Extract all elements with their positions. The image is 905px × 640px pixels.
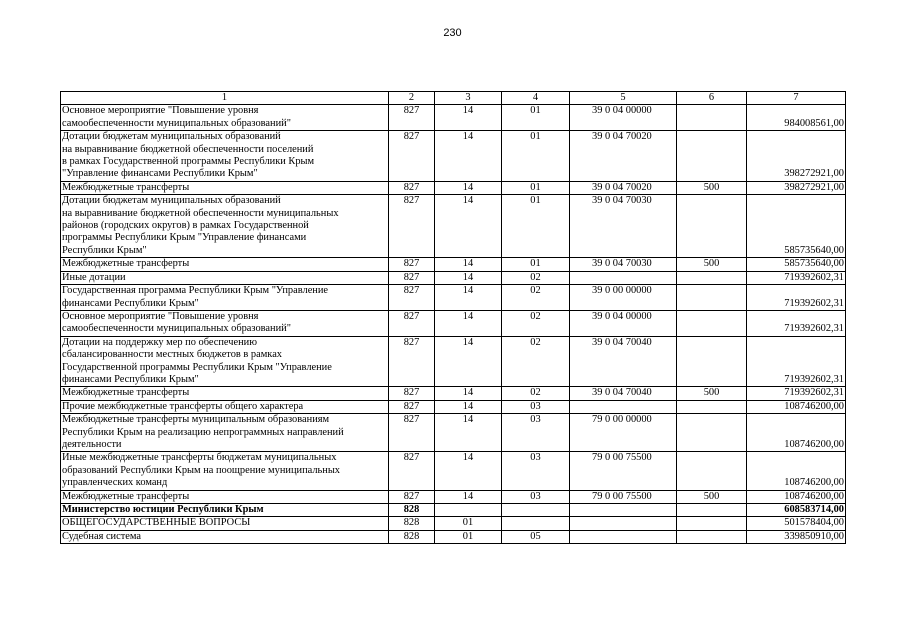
cell-section-code: 14	[435, 271, 502, 284]
cell-amount: 108746200,00	[747, 400, 846, 413]
cell-section-code: 14	[435, 452, 502, 490]
table-row	[61, 285, 846, 311]
cell-amount: 719392602,31	[747, 285, 846, 311]
cell-target-code: 39 0 04 70020	[570, 181, 677, 194]
cell-expense-type-code	[677, 517, 747, 530]
row-name-line: Судебная система	[62, 530, 141, 542]
row-name-line: Государственной программы Республики Крым "Управление	[62, 361, 332, 373]
table-row	[61, 414, 846, 452]
cell-expense-type-code	[677, 285, 747, 311]
cell-amount: 339850910,00	[747, 530, 846, 543]
cell-gr-code: 827	[389, 271, 435, 284]
cell-amount: 984008561,00	[747, 105, 846, 131]
row-name-line: в рамках Государственной программы Республики Крым	[62, 156, 315, 168]
row-name	[61, 452, 389, 490]
cell-subsection-code: 01	[502, 105, 570, 131]
table-row	[61, 258, 846, 271]
table-row	[61, 181, 846, 194]
row-name	[61, 181, 389, 194]
cell-subsection-code: 03	[502, 400, 570, 413]
row-name-line: Государственная программа Республики Крым "Управление	[62, 285, 329, 297]
cell-target-code: 39 0 04 00000	[570, 310, 677, 336]
row-name	[61, 131, 389, 182]
cell-amount: 585735640,00	[747, 195, 846, 258]
row-name-line: Республики Крым на реализацию непрограммных направлений	[62, 426, 344, 438]
cell-target-code	[570, 271, 677, 284]
table-row	[61, 310, 846, 336]
row-name	[61, 400, 389, 413]
cell-section-code: 01	[435, 530, 502, 543]
cell-section-code: 14	[435, 387, 502, 400]
header-cell: 6	[677, 92, 747, 105]
cell-target-code: 79 0 00 75500	[570, 452, 677, 490]
row-name	[61, 530, 389, 543]
cell-target-code: 39 0 04 00000	[570, 105, 677, 131]
cell-target-code: 39 0 04 70030	[570, 195, 677, 258]
table-row	[61, 387, 846, 400]
table-row	[61, 105, 846, 131]
row-name	[61, 310, 389, 336]
header-row	[61, 92, 846, 105]
cell-section-code: 14	[435, 336, 502, 387]
cell-target-code	[570, 530, 677, 543]
row-name	[61, 517, 389, 530]
cell-expense-type-code	[677, 271, 747, 284]
cell-subsection-code: 01	[502, 181, 570, 194]
cell-target-code: 39 0 04 70020	[570, 131, 677, 182]
cell-section-code: 14	[435, 195, 502, 258]
row-name	[61, 195, 389, 258]
cell-gr-code: 827	[389, 181, 435, 194]
row-name-line: самообеспеченности муниципальных образований"	[62, 323, 291, 335]
row-name-line: Основное мероприятие "Повышение уровня	[62, 105, 259, 117]
table-row	[61, 504, 846, 517]
row-name-line: программы Республики Крым "Управление финансами	[62, 232, 307, 244]
cell-amount: 719392602,31	[747, 387, 846, 400]
cell-subsection-code: 01	[502, 258, 570, 271]
cell-expense-type-code: 500	[677, 387, 747, 400]
cell-subsection-code	[502, 517, 570, 530]
cell-section-code: 01	[435, 517, 502, 530]
cell-subsection-code: 02	[502, 310, 570, 336]
row-name	[61, 285, 389, 311]
cell-gr-code: 827	[389, 310, 435, 336]
row-name-line: Межбюджетные трансферты	[62, 258, 190, 270]
cell-gr-code: 827	[389, 400, 435, 413]
row-name-line: Межбюджетные трансферты	[62, 490, 190, 502]
cell-amount: 108746200,00	[747, 414, 846, 452]
cell-subsection-code: 02	[502, 271, 570, 284]
cell-target-code: 39 0 04 70030	[570, 258, 677, 271]
cell-section-code: 14	[435, 414, 502, 452]
row-name-line: Основное мероприятие "Повышение уровня	[62, 310, 259, 322]
cell-subsection-code: 01	[502, 195, 570, 258]
row-name-line: деятельности	[62, 438, 122, 450]
row-name-line: Иные дотации	[62, 271, 126, 283]
row-name-line: Министерство юстиции Республики Крым	[62, 504, 264, 515]
cell-expense-type-code: 500	[677, 258, 747, 271]
cell-section-code	[435, 504, 502, 517]
cell-amount: 501578404,00	[747, 517, 846, 530]
cell-section-code: 14	[435, 285, 502, 311]
cell-amount: 108746200,00	[747, 452, 846, 490]
cell-section-code: 14	[435, 258, 502, 271]
row-name	[61, 105, 389, 131]
cell-subsection-code	[502, 504, 570, 517]
cell-expense-type-code	[677, 452, 747, 490]
table-row	[61, 336, 846, 387]
cell-gr-code: 827	[389, 258, 435, 271]
row-name-line: Республики Крым"	[62, 244, 147, 256]
cell-target-code: 39 0 04 70040	[570, 336, 677, 387]
row-name-line: Межбюджетные трансферты муниципальным образованиям	[62, 414, 330, 426]
cell-subsection-code: 01	[502, 131, 570, 182]
cell-gr-code: 828	[389, 517, 435, 530]
cell-subsection-code: 03	[502, 414, 570, 452]
cell-section-code: 14	[435, 181, 502, 194]
row-name-line: на выравнивание бюджетной обеспеченности муниципальных	[62, 207, 339, 219]
table-row	[61, 452, 846, 490]
cell-gr-code: 827	[389, 131, 435, 182]
row-name-line: финансами Республики Крым"	[62, 297, 199, 309]
cell-section-code: 14	[435, 490, 502, 503]
cell-target-code	[570, 400, 677, 413]
cell-amount: 585735640,00	[747, 258, 846, 271]
cell-gr-code: 827	[389, 452, 435, 490]
row-name-line: Дотации бюджетам муниципальных образований	[62, 131, 281, 143]
cell-gr-code: 828	[389, 530, 435, 543]
header-cell: 2	[389, 92, 435, 105]
row-name-line: образований Республики Крым на поощрение муниципальных	[62, 464, 340, 476]
cell-target-code	[570, 517, 677, 530]
row-name-line: финансами Республики Крым"	[62, 373, 199, 385]
row-name	[61, 258, 389, 271]
row-name	[61, 387, 389, 400]
cell-target-code	[570, 504, 677, 517]
cell-target-code: 39 0 00 00000	[570, 285, 677, 311]
cell-subsection-code: 05	[502, 530, 570, 543]
table-row	[61, 195, 846, 258]
header-cell: 4	[502, 92, 570, 105]
cell-target-code: 39 0 04 70040	[570, 387, 677, 400]
table-row	[61, 517, 846, 530]
row-name-line: "Управление финансами Республики Крым"	[62, 168, 258, 180]
cell-expense-type-code	[677, 105, 747, 131]
header-cell: 7	[747, 92, 846, 105]
header-cell: 3	[435, 92, 502, 105]
cell-gr-code: 827	[389, 285, 435, 311]
row-name-line: на выравнивание бюджетной обеспеченности поселений	[62, 143, 314, 155]
row-name-line: Иные межбюджетные трансферты бюджетам муниципальных	[62, 452, 337, 464]
cell-expense-type-code	[677, 336, 747, 387]
cell-gr-code: 827	[389, 490, 435, 503]
budget-table-body	[61, 92, 846, 544]
table-row	[61, 530, 846, 543]
cell-section-code: 14	[435, 131, 502, 182]
cell-amount: 608583714,00	[747, 504, 846, 517]
cell-amount: 398272921,00	[747, 181, 846, 194]
row-name-line: самообеспеченности муниципальных образований"	[62, 117, 291, 129]
cell-expense-type-code	[677, 131, 747, 182]
cell-section-code: 14	[435, 310, 502, 336]
cell-gr-code: 827	[389, 336, 435, 387]
row-name	[61, 271, 389, 284]
cell-subsection-code: 02	[502, 336, 570, 387]
cell-gr-code: 827	[389, 387, 435, 400]
cell-expense-type-code	[677, 400, 747, 413]
cell-target-code: 79 0 00 75500	[570, 490, 677, 503]
cell-expense-type-code: 500	[677, 181, 747, 194]
cell-expense-type-code	[677, 414, 747, 452]
row-name-line: Дотации бюджетам муниципальных образований	[62, 195, 281, 207]
row-name-line: районов (городских округов) в рамках Государственной	[62, 220, 309, 232]
cell-section-code: 14	[435, 400, 502, 413]
row-name	[61, 336, 389, 387]
cell-amount: 719392602,31	[747, 271, 846, 284]
row-name-line: Межбюджетные трансферты	[62, 181, 190, 193]
page-number: 230	[443, 27, 462, 39]
cell-amount: 719392602,31	[747, 310, 846, 336]
cell-expense-type-code	[677, 504, 747, 517]
row-name	[61, 490, 389, 503]
cell-expense-type-code	[677, 195, 747, 258]
header-cell: 5	[570, 92, 677, 105]
row-name-line: управленческих команд	[62, 477, 168, 489]
table-row	[61, 490, 846, 503]
cell-target-code: 79 0 00 00000	[570, 414, 677, 452]
table-row	[61, 131, 846, 182]
row-name-line: сбалансированности местных бюджетов в рамках	[62, 349, 282, 361]
budget-table	[60, 91, 846, 544]
cell-expense-type-code	[677, 310, 747, 336]
cell-amount: 108746200,00	[747, 490, 846, 503]
cell-expense-type-code: 500	[677, 490, 747, 503]
cell-expense-type-code	[677, 530, 747, 543]
cell-amount: 719392602,31	[747, 336, 846, 387]
row-name	[61, 504, 389, 517]
cell-amount: 398272921,00	[747, 131, 846, 182]
cell-gr-code: 827	[389, 414, 435, 452]
header-cell: 1	[61, 92, 389, 105]
row-name-line: Межбюджетные трансферты	[62, 387, 190, 399]
cell-subsection-code: 02	[502, 387, 570, 400]
cell-subsection-code: 02	[502, 285, 570, 311]
row-name-line: Прочие межбюджетные трансферты общего характера	[62, 400, 304, 412]
cell-gr-code: 827	[389, 195, 435, 258]
table-row	[61, 400, 846, 413]
row-name-line: ОБЩЕГОСУДАРСТВЕННЫЕ ВОПРОСЫ	[62, 517, 251, 529]
cell-subsection-code: 03	[502, 452, 570, 490]
row-name	[61, 414, 389, 452]
cell-gr-code: 827	[389, 105, 435, 131]
row-name-line: Дотации на поддержку мер по обеспечению	[62, 336, 257, 348]
cell-subsection-code: 03	[502, 490, 570, 503]
cell-section-code: 14	[435, 105, 502, 131]
table-row	[61, 271, 846, 284]
cell-gr-code: 828	[389, 504, 435, 517]
